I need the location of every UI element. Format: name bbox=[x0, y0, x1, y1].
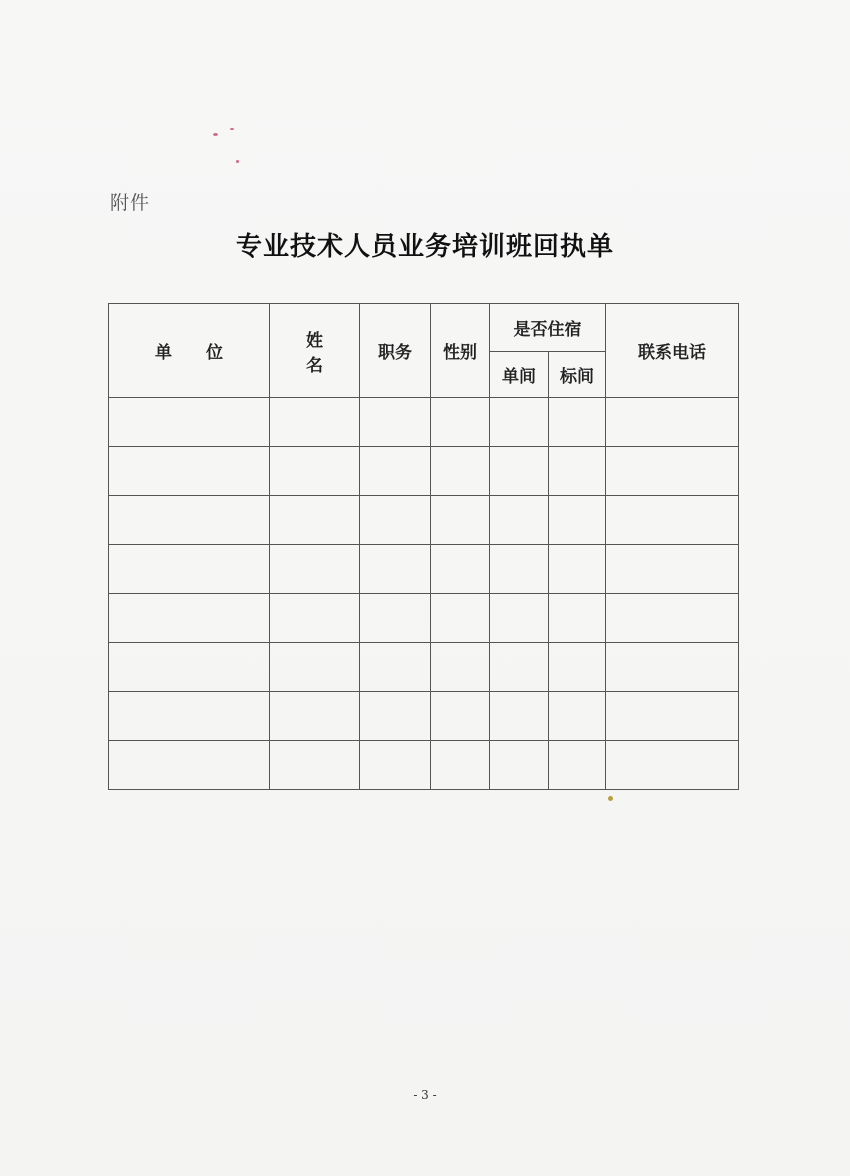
header-phone: 联系电话 bbox=[606, 304, 739, 398]
position-cell[interactable] bbox=[360, 398, 431, 447]
phone-cell[interactable] bbox=[606, 741, 739, 790]
unit-cell[interactable] bbox=[109, 594, 270, 643]
header-accommodation: 是否住宿 bbox=[490, 304, 606, 352]
gender-cell[interactable] bbox=[431, 398, 490, 447]
scan-speck bbox=[230, 128, 234, 130]
position-cell[interactable] bbox=[360, 741, 431, 790]
phone-cell[interactable] bbox=[606, 398, 739, 447]
page-number: - 3 - bbox=[413, 1088, 437, 1102]
name-cell[interactable] bbox=[270, 643, 360, 692]
gender-cell[interactable] bbox=[431, 741, 490, 790]
gender-cell[interactable] bbox=[431, 643, 490, 692]
single-room-cell[interactable] bbox=[490, 398, 549, 447]
scan-speck bbox=[213, 133, 218, 136]
table-row bbox=[109, 594, 739, 643]
phone-cell[interactable] bbox=[606, 643, 739, 692]
standard-room-cell[interactable] bbox=[549, 594, 606, 643]
standard-room-cell[interactable] bbox=[549, 692, 606, 741]
single-room-cell[interactable] bbox=[490, 594, 549, 643]
form-title: 专业技术人员业务培训班回执单 bbox=[235, 232, 614, 262]
receipt-form-table bbox=[108, 303, 739, 790]
attachment-label: 附件 bbox=[110, 192, 151, 214]
header-unit: 单 位 bbox=[109, 304, 270, 398]
standard-room-cell[interactable] bbox=[549, 643, 606, 692]
phone-cell[interactable] bbox=[606, 447, 739, 496]
name-cell[interactable] bbox=[270, 447, 360, 496]
unit-cell[interactable] bbox=[109, 545, 270, 594]
name-cell[interactable] bbox=[270, 741, 360, 790]
phone-cell[interactable] bbox=[606, 692, 739, 741]
name-cell[interactable] bbox=[270, 545, 360, 594]
header-standard-room: 标间 bbox=[549, 352, 606, 398]
single-room-cell[interactable] bbox=[490, 643, 549, 692]
single-room-cell[interactable] bbox=[490, 692, 549, 741]
single-room-cell[interactable] bbox=[490, 545, 549, 594]
standard-room-cell[interactable] bbox=[549, 741, 606, 790]
header-single-room: 单间 bbox=[490, 352, 549, 398]
name-cell[interactable] bbox=[270, 692, 360, 741]
phone-cell[interactable] bbox=[606, 496, 739, 545]
table-row bbox=[109, 545, 739, 594]
standard-room-cell[interactable] bbox=[549, 398, 606, 447]
unit-cell[interactable] bbox=[109, 496, 270, 545]
gender-cell[interactable] bbox=[431, 594, 490, 643]
name-cell[interactable] bbox=[270, 398, 360, 447]
position-cell[interactable] bbox=[360, 447, 431, 496]
header-name: 姓 名 bbox=[270, 304, 360, 398]
unit-cell[interactable] bbox=[109, 643, 270, 692]
single-room-cell[interactable] bbox=[490, 741, 549, 790]
position-cell[interactable] bbox=[360, 643, 431, 692]
standard-room-cell[interactable] bbox=[549, 545, 606, 594]
gender-cell[interactable] bbox=[431, 545, 490, 594]
phone-cell[interactable] bbox=[606, 594, 739, 643]
table-row bbox=[109, 643, 739, 692]
table-row bbox=[109, 496, 739, 545]
unit-cell[interactable] bbox=[109, 447, 270, 496]
table-row bbox=[109, 447, 739, 496]
standard-room-cell[interactable] bbox=[549, 447, 606, 496]
header-position: 职务 bbox=[360, 304, 431, 398]
name-cell[interactable] bbox=[270, 496, 360, 545]
position-cell[interactable] bbox=[360, 496, 431, 545]
scan-speck bbox=[236, 160, 239, 163]
position-cell[interactable] bbox=[360, 545, 431, 594]
gender-cell[interactable] bbox=[431, 447, 490, 496]
position-cell[interactable] bbox=[360, 692, 431, 741]
gender-cell[interactable] bbox=[431, 692, 490, 741]
name-cell[interactable] bbox=[270, 594, 360, 643]
table-row bbox=[109, 692, 739, 741]
header-gender: 性别 bbox=[431, 304, 490, 398]
single-room-cell[interactable] bbox=[490, 496, 549, 545]
standard-room-cell[interactable] bbox=[549, 496, 606, 545]
scan-speck bbox=[608, 796, 613, 801]
unit-cell[interactable] bbox=[109, 692, 270, 741]
unit-cell[interactable] bbox=[109, 741, 270, 790]
header-row bbox=[109, 304, 739, 352]
phone-cell[interactable] bbox=[606, 545, 739, 594]
unit-cell[interactable] bbox=[109, 398, 270, 447]
table-row bbox=[109, 398, 739, 447]
table-row bbox=[109, 741, 739, 790]
single-room-cell[interactable] bbox=[490, 447, 549, 496]
gender-cell[interactable] bbox=[431, 496, 490, 545]
position-cell[interactable] bbox=[360, 594, 431, 643]
